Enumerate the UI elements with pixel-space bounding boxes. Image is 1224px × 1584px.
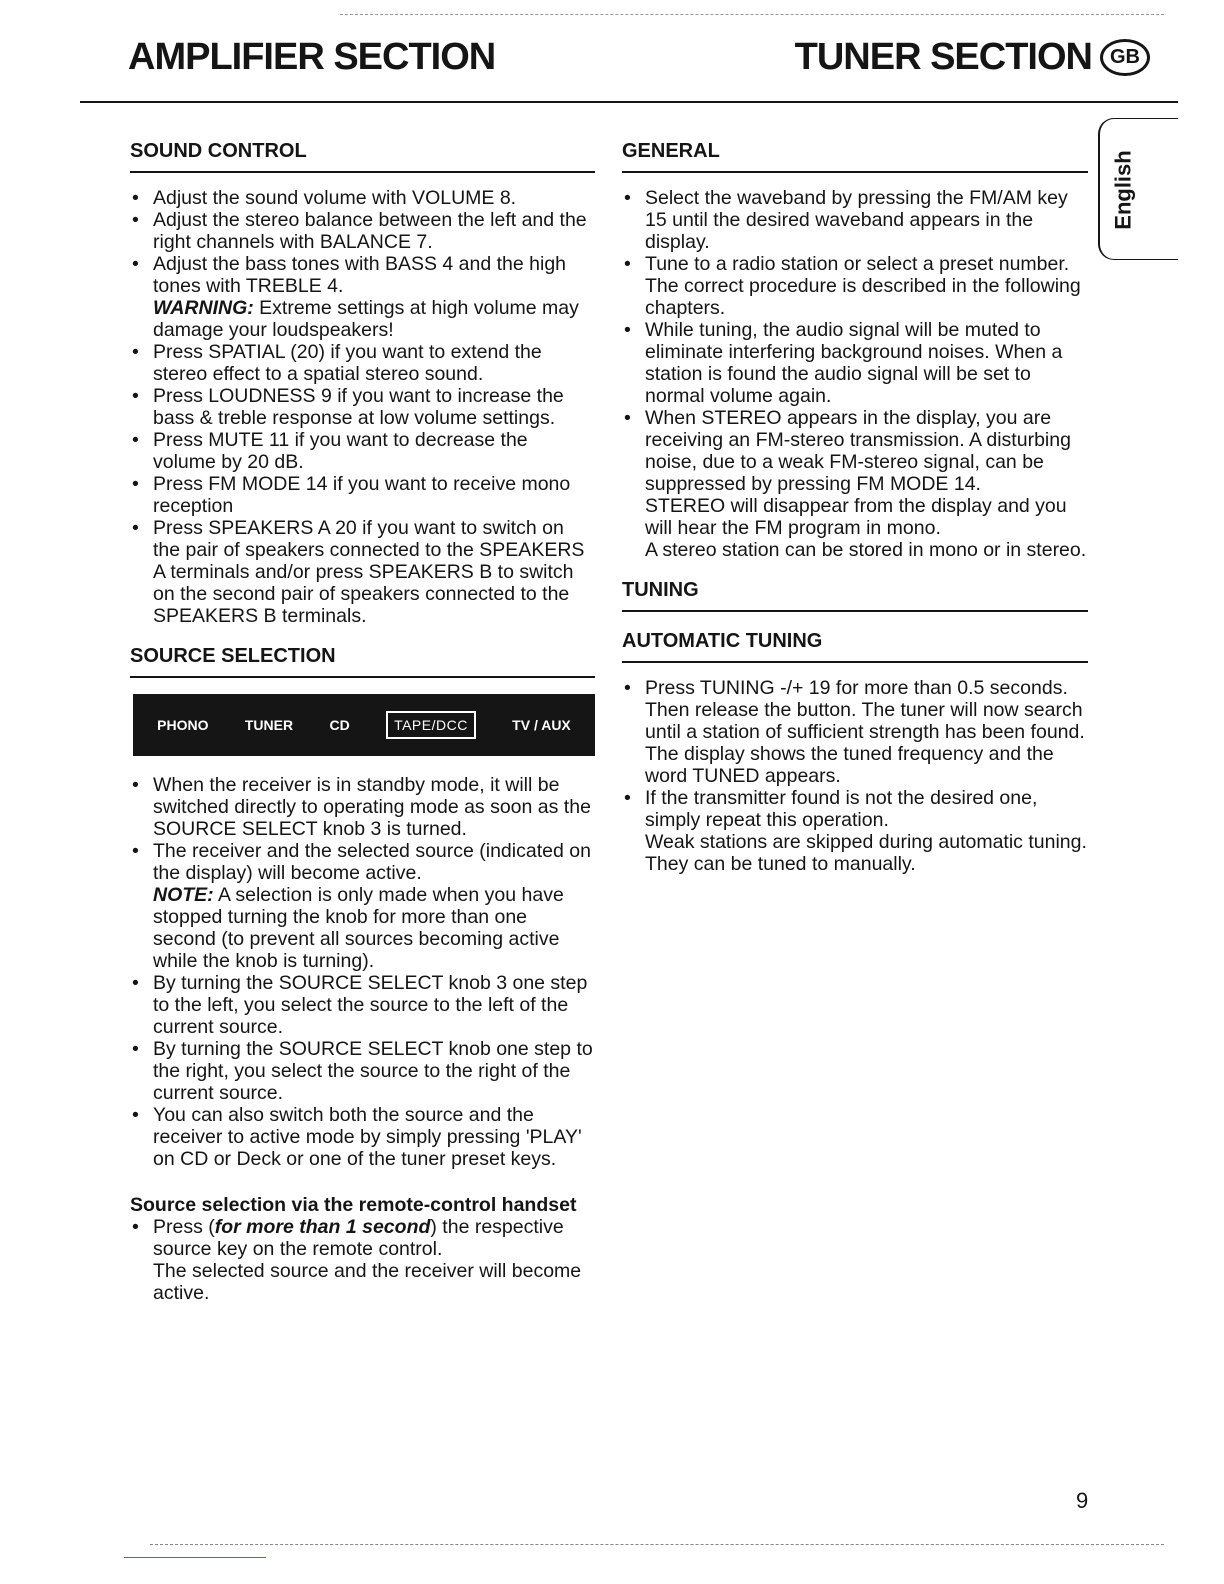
list-item-text: When STEREO appears in the display, you are receiving an FM-stereo transmission. A disturbing noise, due to a weak FM-stereo signal, can be suppressed by pressing FM MODE 14. — [645, 407, 1071, 495]
header-divider — [80, 101, 1178, 103]
list-item: • Press FM MODE 14 if you want to receive mono reception — [130, 473, 595, 517]
list-item: • By turning the SOURCE SELECT knob 3 one step to the left, you select the source to the left of the current source. — [130, 972, 595, 1038]
tuning-heading: TUNING — [622, 579, 1088, 612]
language-tab-label: English — [1111, 150, 1137, 230]
general-heading: GENERAL — [622, 140, 1088, 173]
list-item — [130, 253, 595, 341]
remote-emphasis: for more than 1 second — [214, 1216, 431, 1238]
list-item: • Adjust the sound volume with VOLUME 8. — [130, 187, 595, 209]
list-item-continuation: STEREO will disappear from the display and you will hear the FM program in mono. — [645, 495, 1067, 539]
list-item: • Adjust the stereo balance between the left and the right channels with BALANCE 7. — [130, 209, 595, 253]
source-tv-aux: TV / AUX — [512, 717, 571, 733]
list-item — [130, 840, 595, 972]
gb-country-badge: GB — [1100, 39, 1150, 76]
remote-rest: ) the respective source key on the remote control. — [153, 1216, 564, 1260]
source-phono: PHONO — [157, 717, 209, 733]
list-item-continuation: A stereo station can be stored in mono or in stereo. — [645, 539, 1087, 561]
sound-control-heading: SOUND CONTROL — [130, 140, 595, 173]
right-column — [622, 140, 1088, 875]
remote-selection-list — [130, 1216, 595, 1304]
note — [153, 884, 595, 972]
warning-label: WARNING: — [153, 297, 254, 319]
note-label: NOTE: — [153, 884, 214, 906]
remote-selection-heading: Source selection via the remote-control handset — [130, 1194, 577, 1216]
list-item — [622, 253, 1088, 319]
language-tab-label-wrap — [1104, 140, 1144, 240]
footer-underline — [124, 1557, 266, 1558]
left-column — [130, 140, 595, 1304]
remote-after: The selected source and the receiver will become active. — [153, 1260, 582, 1304]
warning-note — [153, 297, 595, 341]
list-item — [130, 1216, 595, 1304]
list-item: • You can also switch both the source and the receiver to active mode by simply pressing 'PLAY' on CD or Deck or one of the tuner preset keys. — [130, 1104, 595, 1170]
list-item-continuation: The correct procedure is described in the following chapters. — [645, 275, 1081, 319]
note-text: A selection is only made when you have stopped turning the knob for more than one second (to prevent all sources becoming active while the knob is turning). — [153, 884, 564, 972]
list-item: • When the receiver is in standby mode, it will be switched directly to operating mode as soon as the SOURCE SELECT knob 3 is turned. — [130, 774, 595, 840]
source-tape-dcc-selected: TAPE/DCC — [386, 711, 476, 739]
warning-text: Extreme settings at high volume may damage your loudspeakers! — [153, 297, 579, 341]
list-item-text: Adjust the bass tones with BASS 4 and the high tones with TREBLE 4. — [153, 253, 567, 297]
tuner-section-header — [795, 36, 1150, 79]
source-selection-list — [130, 774, 595, 1170]
list-item: • While tuning, the audio signal will be muted to eliminate interfering background noises. When a station is found the audio signal will be set to normal volume again. — [622, 319, 1088, 407]
list-item: • Press MUTE 11 if you want to decrease the volume by 20 dB. — [130, 429, 595, 473]
list-item-continuation: They can be tuned to manually. — [645, 853, 916, 875]
page-number: 9 — [1076, 1488, 1089, 1513]
list-item-text: Tune to a radio station or select a preset number. — [645, 253, 1070, 275]
list-item-text: If the transmitter found is not the desired one, simply repeat this operation. — [645, 787, 1038, 831]
list-item: • By turning the SOURCE SELECT knob one step to the right, you select the source to the right of the current source. — [130, 1038, 595, 1104]
footer-scan-line — [150, 1544, 1164, 1545]
tuner-section-title: TUNER SECTION — [794, 36, 1092, 78]
source-selector-display — [133, 694, 595, 756]
automatic-tuning-heading: AUTOMATIC TUNING — [622, 630, 1088, 663]
general-list — [622, 187, 1088, 561]
list-item: • Press SPEAKERS A 20 if you want to switch on the pair of speakers connected to the SPEAKERS A terminals and/or press SPEAKERS B to switch on the second pair of speakers connected to the SPEAKERS B terminals. — [130, 517, 595, 627]
remote-press: Press ( — [153, 1216, 215, 1238]
list-item: • Press LOUDNESS 9 if you want to increase the bass & treble response at low volume settings. — [130, 385, 595, 429]
list-item: • Press SPATIAL (20) if you want to extend the stereo effect to a spatial stereo sound. — [130, 341, 595, 385]
source-selection-heading: SOURCE SELECTION — [130, 645, 595, 678]
list-item: • Press TUNING -/+ 19 for more than 0.5 seconds. Then release the button. The tuner will now search until a station of sufficient strength has been found. The display shows the tuned frequency and the word TUNED appears. — [622, 677, 1088, 787]
list-item-continuation: Weak stations are skipped during automatic tuning. — [645, 831, 1087, 853]
source-cd: CD — [329, 717, 350, 733]
top-scan-line — [340, 14, 1164, 15]
list-item — [622, 787, 1088, 875]
amplifier-section-title: AMPLIFIER SECTION — [128, 36, 496, 78]
list-item: • Select the waveband by pressing the FM/AM key 15 until the desired waveband appears in the display. — [622, 187, 1088, 253]
automatic-tuning-list — [622, 677, 1088, 875]
list-item — [622, 407, 1088, 561]
source-tuner: TUNER — [244, 717, 294, 733]
list-item-text: The receiver and the selected source (indicated on the display) will become active. — [153, 840, 591, 884]
sound-control-list — [130, 187, 595, 627]
